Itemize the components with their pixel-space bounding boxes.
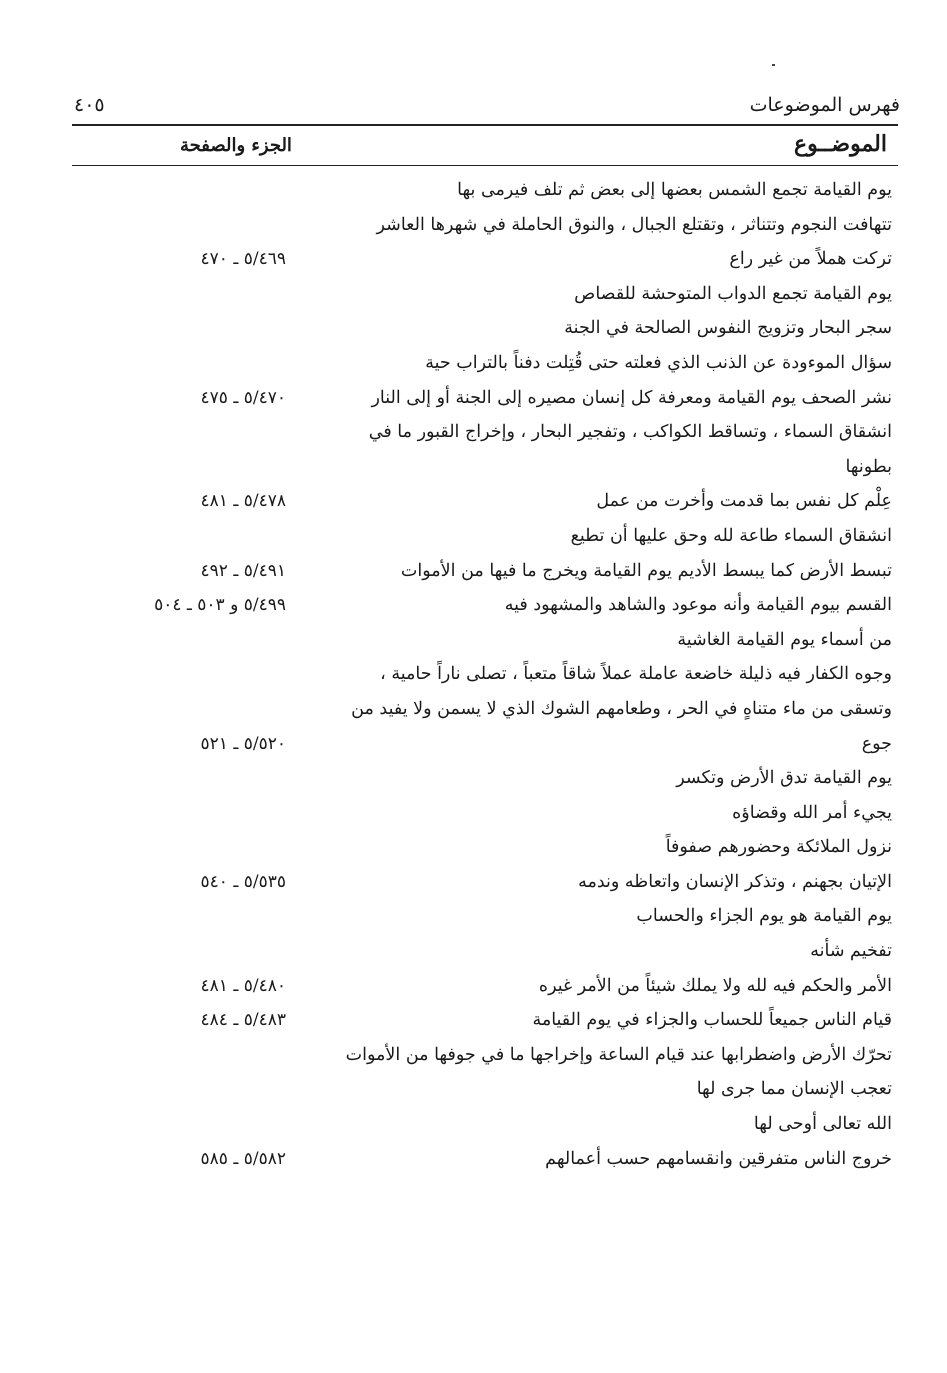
index-entry [0, 764, 947, 799]
entry-topic: يوم القيامة تدق الأرض وتكسر [676, 768, 892, 789]
entry-topic: يوم القيامة تجمع الدواب المتوحشة للقصاص [574, 283, 892, 304]
index-entry [0, 1041, 947, 1076]
index-entry [0, 660, 947, 695]
entry-reference: ٥/٤٨٠ ـ ٤٨١ [200, 975, 286, 996]
entry-topic: عِلْم كل نفس بما قدمت وأخرت من عمل [596, 491, 892, 512]
running-head [70, 94, 900, 124]
entry-topic: القسم بيوم القيامة وأنه موعود والشاهد والمشهود فيه [504, 595, 892, 616]
topic-column-header: الموضــوع [794, 131, 887, 157]
index-entry [0, 1075, 947, 1110]
entry-topic: قيام الناس جميعاً للحساب والجزاء في يوم القيامة [532, 1010, 892, 1031]
entry-topic: جوع [861, 733, 892, 754]
index-entry [0, 384, 947, 419]
index-entry [0, 626, 947, 661]
entry-reference: ٥/٤٧٨ ـ ٤٨١ [200, 491, 286, 512]
entry-topic: يوم القيامة تجمع الشمس بعضها إلى بعض ثم تلف فيرمى بها [457, 180, 892, 200]
index-entry [0, 418, 947, 453]
entry-reference: ٥/٤٩٩ و ٥٠٣ ـ ٥٠٤ [154, 595, 286, 616]
entry-reference: ٥/٥٢٠ ـ ٥٢١ [200, 733, 286, 754]
column-header-rule [72, 165, 898, 166]
index-entry [0, 799, 947, 834]
index-entry [0, 453, 947, 488]
entry-topic: الإتيان بجهنم ، وتذكر الإنسان واتعاظه وندمه [578, 871, 892, 892]
entry-topic: تحرّك الأرض واضطرابها عند قيام الساعة وإخراجها ما في جوفها من الأموات [345, 1044, 892, 1065]
index-entry [0, 487, 947, 522]
entry-topic: تبسط الأرض كما يبسط الأديم يوم القيامة ويخرج ما فيها من الأموات [400, 560, 892, 581]
index-entry [0, 937, 947, 972]
index-entry [0, 730, 947, 765]
entry-topic: نزول الملائكة وحضورهم صفوفاً [665, 837, 892, 858]
page-number: ٤٠٥ [74, 94, 105, 116]
entry-topic: تفخيم شأنه [810, 941, 892, 962]
index-entry [0, 211, 947, 246]
entry-topic: بطونها [845, 456, 892, 477]
index-entry [0, 1006, 947, 1041]
index-entry [0, 902, 947, 937]
entry-reference: ٥/٤٨٣ ـ ٤٨٤ [200, 1010, 286, 1031]
index-entry [0, 349, 947, 384]
entry-reference: ٥/٥٨٢ ـ ٥٨٥ [200, 1148, 286, 1169]
entry-topic: وجوه الكفار فيه ذليلة خاضعة عاملة عملاً شاقاً متعباً ، تصلى ناراً حامية ، [380, 664, 892, 685]
index-entry [0, 591, 947, 626]
entry-topic: سؤال الموءودة عن الذنب الذي فعلته حتى قُتِلت دفناً بالتراب حية [425, 352, 892, 373]
index-entry [0, 1145, 947, 1180]
header-rule [72, 124, 898, 126]
index-entry [0, 1110, 947, 1145]
entry-topic: تعجب الإنسان مما جرى لها [696, 1079, 892, 1100]
entry-topic: من أسماء يوم القيامة الغاشية [677, 629, 892, 650]
index-entry [0, 972, 947, 1007]
index-entry [0, 280, 947, 315]
entry-topic: سجر البحار وتزويج النفوس الصالحة في الجنة [564, 318, 892, 339]
index-entry [0, 176, 947, 211]
speck-mark [772, 64, 775, 66]
entry-topic: يجيء أمر الله وقضاؤه [732, 802, 892, 823]
entry-topic: نشر الصحف يوم القيامة ومعرفة كل إنسان مصيره إلى الجنة أو إلى النار [371, 387, 892, 408]
index-entry [0, 557, 947, 592]
entry-topic: تركت هملاً من غير راع [729, 249, 892, 270]
index-entry [0, 245, 947, 280]
reference-column-header: الجزء والصفحة [180, 135, 292, 156]
entry-topic: انشقاق السماء ، وتساقط الكواكب ، وتفجير البحار ، وإخراج القبور ما في [368, 422, 892, 443]
entry-reference: ٥/٤٧٠ ـ ٤٧٥ [200, 387, 286, 408]
entry-topic: الأمر والحكم فيه لله ولا يملك شيئاً من الأمر غيره [538, 975, 892, 996]
entry-topic: انشقاق السماء طاعة لله وحق عليها أن تطيع [570, 525, 892, 546]
entry-reference: ٥/٤٦٩ ـ ٤٧٠ [200, 249, 286, 270]
index-entry [0, 868, 947, 903]
entry-topic: خروج الناس متفرقين وانقسامهم حسب أعمالهم [545, 1148, 892, 1169]
index-entry [0, 695, 947, 730]
index-entry [0, 314, 947, 349]
entry-reference: ٥/٥٣٥ ـ ٥٤٠ [200, 871, 286, 892]
index-entry [0, 833, 947, 868]
index-entry [0, 522, 947, 557]
index-entries [0, 176, 947, 1179]
entry-topic: وتسقى من ماء متناهٍ في الحر ، وطعامهم الشوك الذي لا يسمن ولا يفيد من [351, 698, 892, 719]
entry-topic: تتهافت النجوم وتتناثر ، وتقتلع الجبال ، والنوق الحاملة في شهرها العاشر [376, 214, 892, 235]
entry-topic: يوم القيامة هو يوم الجزاء والحساب [636, 906, 892, 927]
running-title: فهرس الموضوعات [749, 94, 900, 116]
entry-reference: ٥/٤٩١ ـ ٤٩٢ [200, 560, 286, 581]
entry-topic: الله تعالى أوحى لها [753, 1114, 892, 1135]
